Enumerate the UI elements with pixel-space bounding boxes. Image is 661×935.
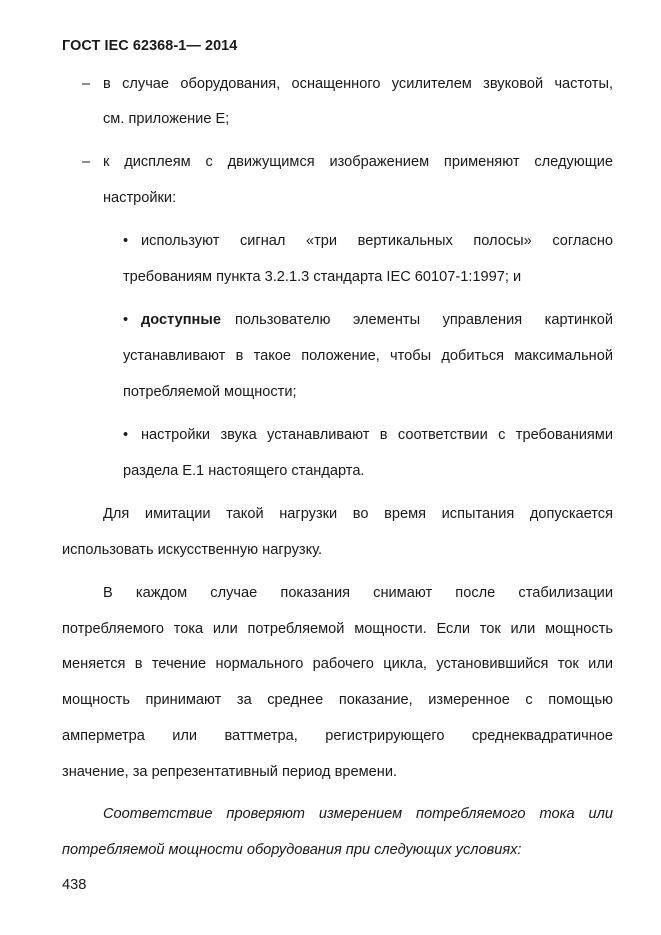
paragraph-2-line-2: потребляемого тока или потребляемой мощности. Если ток или мощность <box>62 621 613 637</box>
bullet-2-line-1 <box>141 310 613 330</box>
bullet-3-line-1: настройки звука устанавливают в соответствии с требованиями <box>141 427 613 443</box>
paragraph-2-line-4: мощность принимают за среднее показание, измеренное с помощью <box>62 692 613 708</box>
bullet-2-line-3: потребляемой мощности; <box>123 384 297 400</box>
paragraph-1-line-2: использовать искусственную нагрузку. <box>62 542 323 558</box>
list-item-2-line-1: к дисплеям с движущимся изображением применяют следующие <box>103 154 613 170</box>
paragraph-3-line-2: потребляемой мощности оборудования при следующих условиях: <box>62 842 522 858</box>
bullet-3-line-2: раздела Е.1 настоящего стандарта. <box>123 463 365 479</box>
bullet-symbol: • <box>123 233 129 249</box>
list-item-1-line-1: в случае оборудования, оснащенного усилителем звуковой частоты, <box>103 76 613 92</box>
list-item-2-line-2: настройки: <box>103 190 177 206</box>
paragraph-3-line-1: Соответствие проверяют измерением потребляемого тока или <box>103 806 613 822</box>
list-item-1-line-2: см. приложение Е; <box>103 111 230 127</box>
paragraph-2-line-1: В каждом случае показания снимают после стабилизации <box>103 585 613 601</box>
paragraph-2-line-6: значение, за репрезентативный период времени. <box>62 764 398 780</box>
bullet-1-line-2: требованиям пункта 3.2.1.3 стандарта IEC 60107-1:1997; и <box>123 269 522 285</box>
page-number: 438 <box>62 877 87 893</box>
bullet-2-line-1-rest: пользователю элементы управления картинкой <box>234 312 613 328</box>
bullet-symbol: • <box>123 427 129 443</box>
bullet-2-bold-word: доступные <box>141 312 221 328</box>
paragraph-2-line-5: амперметра или ваттметра, регистрирующего среднеквадратичное <box>62 728 613 744</box>
bullet-2-line-2: устанавливают в такое положение, чтобы добиться максимальной <box>123 348 613 364</box>
list-dash: – <box>82 154 91 170</box>
list-dash: – <box>82 76 91 92</box>
paragraph-1-line-1: Для имитации такой нагрузки во время испытания допускается <box>103 506 613 522</box>
bullet-symbol: • <box>123 312 129 328</box>
document-header: ГОСТ IEC 62368-1— 2014 <box>62 38 238 54</box>
paragraph-2-line-3: меняется в течение нормального рабочего цикла, установившийся ток или <box>62 656 613 672</box>
bullet-1-line-1: используют сигнал «три вертикальных полосы» согласно <box>141 233 613 249</box>
